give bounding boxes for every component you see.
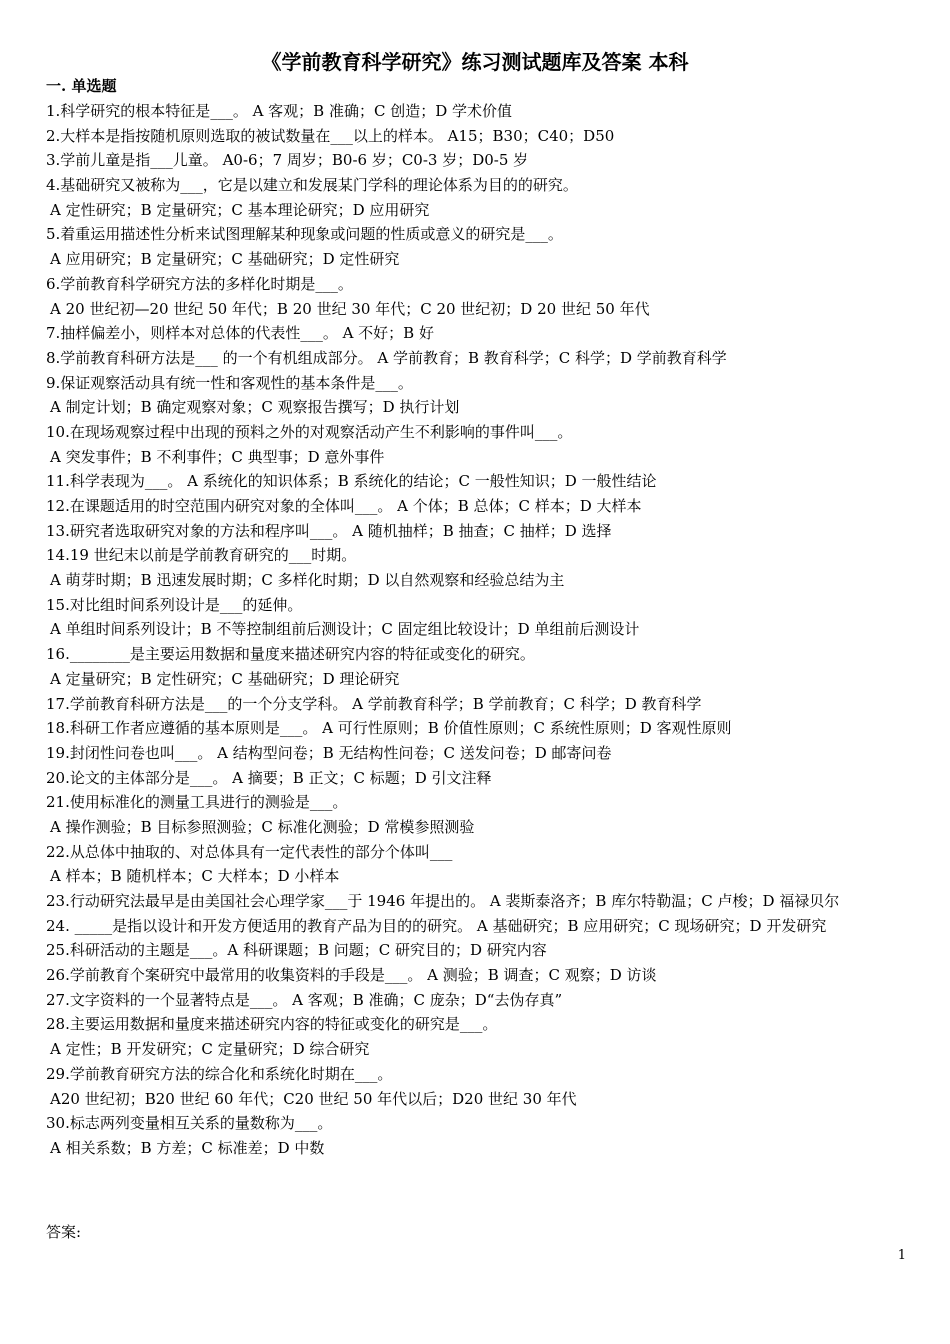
page-number: 1 <box>897 1248 906 1263</box>
options-line: A 定性研究；B 定量研究；C 基本理论研究；D 应用研究 <box>50 200 430 219</box>
options-line: A 定性；B 开发研究；C 定量研究；D 综合研究 <box>50 1040 370 1059</box>
options-line: A 样本；B 随机样本；C 大样本；D 小样本 <box>50 867 340 886</box>
options-line: A 制定计划；B 确定观察对象；C 观察报告撰写；D 执行计划 <box>50 398 460 417</box>
question-line: 19.封闭性问卷也叫___。 A 结构型问卷；B 无结构性问卷；C 送发问卷；D 邮寄问卷 <box>46 743 612 762</box>
options-line: A20 世纪初；B20 世纪 60 年代；C20 世纪 50 年代以后；D20 世纪 30 年代 <box>50 1089 577 1108</box>
question-line: 21.使用标准化的测量工具进行的测验是___。 <box>46 793 348 812</box>
question-line: 6.学前教育科学研究方法的多样化时期是___。 <box>46 274 353 293</box>
question-list <box>46 99 926 1161</box>
question-line: 7.抽样偏差小，则样本对总体的代表性___。 A 不好；B 好 <box>46 324 434 343</box>
options-line: A 操作测验；B 目标参照测验；C 标准化测验；D 常模参照测验 <box>50 817 475 836</box>
question-line: 27.文字资料的一个显著特点是___。 A 客观；B 准确；C 庞杂；D“去伪存真” <box>46 990 563 1009</box>
question-line: 16.________是主要运用数据和量度来描述研究内容的特征或变化的研究。 <box>46 645 535 664</box>
question-line: 22.从总体中抽取的、对总体具有一定代表性的部分个体叫___ <box>46 842 453 861</box>
question-line: 15.对比组时间系列设计是___的延伸。 <box>46 595 303 614</box>
question-line: 3.学前儿童是指___儿童。 A0-6；7 周岁；B0-6 岁；C0-3 岁；D0-5 岁 <box>46 151 529 170</box>
question-line: 8.学前教育科研方法是___ 的一个有机组成部分。 A 学前教育；B 教育科学；C 科学；D 学前教育科学 <box>46 348 727 367</box>
options-line: A 相关系数；B 方差；C 标准差；D 中数 <box>50 1138 325 1157</box>
options-line: A 20 世纪初—20 世纪 50 年代；B 20 世纪 30 年代；C 20 世纪初；D 20 世纪 50 年代 <box>50 299 650 318</box>
answer-label: 答案: <box>46 1223 82 1241</box>
question-line: 23.行动研究法最早是由美国社会心理学家___于 1946 年提出的。 A 裴斯泰洛齐；B 库尔特勒温；C 卢梭；D 福禄贝尔 <box>46 892 840 910</box>
question-line: 10.在现场观察过程中出现的预料之外的对观察活动产生不利影响的事件叫___。 <box>46 422 573 441</box>
question-line: 20.论文的主体部分是___。 A 摘要；B 正文；C 标题；D 引文注释 <box>46 768 492 787</box>
options-line: A 定量研究；B 定性研究；C 基础研究；D 理论研究 <box>50 669 400 688</box>
options-line: A 突发事件；B 不利事件；C 典型事；D 意外事件 <box>50 447 385 466</box>
question-line: 4.基础研究又被称为___，它是以建立和发展某门学科的理论体系为目的的研究。 <box>46 176 578 195</box>
question-line: 26.学前教育个案研究中最常用的收集资料的手段是___。 A 测验；B 调查；C 观察；D 访谈 <box>46 966 657 985</box>
question-line: 14.19 世纪末以前是学前教育研究的___时期。 <box>46 546 357 565</box>
document-title: 《学前教育科学研究》练习测试题库及答案 本科 <box>261 50 689 74</box>
question-line: 9.保证观察活动具有统一性和客观性的基本条件是___。 <box>46 373 413 392</box>
question-line: 11.科学表现为___。 A 系统化的知识体系；B 系统化的结论；C 一般性知识；D 一般性结论 <box>46 472 657 491</box>
question-line: 5.着重运用描述性分析来试图理解某种现象或问题的性质或意义的研究是___。 <box>46 225 563 244</box>
question-line: 12.在课题适用的时空范围内研究对象的全体叫___。 A 个体；B 总体；C 样本；D 大样本 <box>46 497 642 515</box>
question-line: 18.科研工作者应遵循的基本原则是___。 A 可行性原则；B 价值性原则；C 系统性原则；D 客观性原则 <box>46 719 732 738</box>
question-line: 17.学前教育科研方法是___的一个分支学科。 A 学前教育科学；B 学前教育；C 科学；D 教育科学 <box>46 694 702 713</box>
options-line: A 应用研究；B 定量研究；C 基础研究；D 定性研究 <box>50 250 400 269</box>
section-heading: 一. 单选题 <box>46 77 117 95</box>
question-line: 24. _____是指以设计和开发方便适用的教育产品为目的的研究。 A 基础研究；B 应用研究；C 现场研究；D 开发研究 <box>46 916 827 935</box>
question-line: 13.研究者选取研究对象的方法和程序叫___。 A 随机抽样；B 抽查；C 抽样；D 选择 <box>46 521 612 540</box>
question-line: 28.主要运用数据和量度来描述研究内容的特征或变化的研究是___。 <box>46 1015 498 1034</box>
question-line: 29.学前教育研究方法的综合化和系统化时期在___。 <box>46 1064 393 1083</box>
question-line: 2.大样本是指按随机原则选取的被试数量在___以上的样本。 A15；B30；C40；D50 <box>46 126 615 145</box>
question-line: 25.科研活动的主题是___。A 科研课题；B 问题；C 研究目的；D 研究内容 <box>46 941 547 960</box>
question-line: 1.科学研究的根本特征是___。 A 客观；B 准确；C 创造；D 学术价值 <box>46 102 513 120</box>
options-line: A 单组时间系列设计；B 不等控制组前后测设计；C 固定组比较设计；D 单组前后测设计 <box>50 620 640 639</box>
options-line: A 萌芽时期；B 迅速发展时期；C 多样化时期；D 以自然观察和经验总结为主 <box>50 571 565 590</box>
question-line: 30.标志两列变量相互关系的量数称为___。 <box>46 1114 333 1133</box>
